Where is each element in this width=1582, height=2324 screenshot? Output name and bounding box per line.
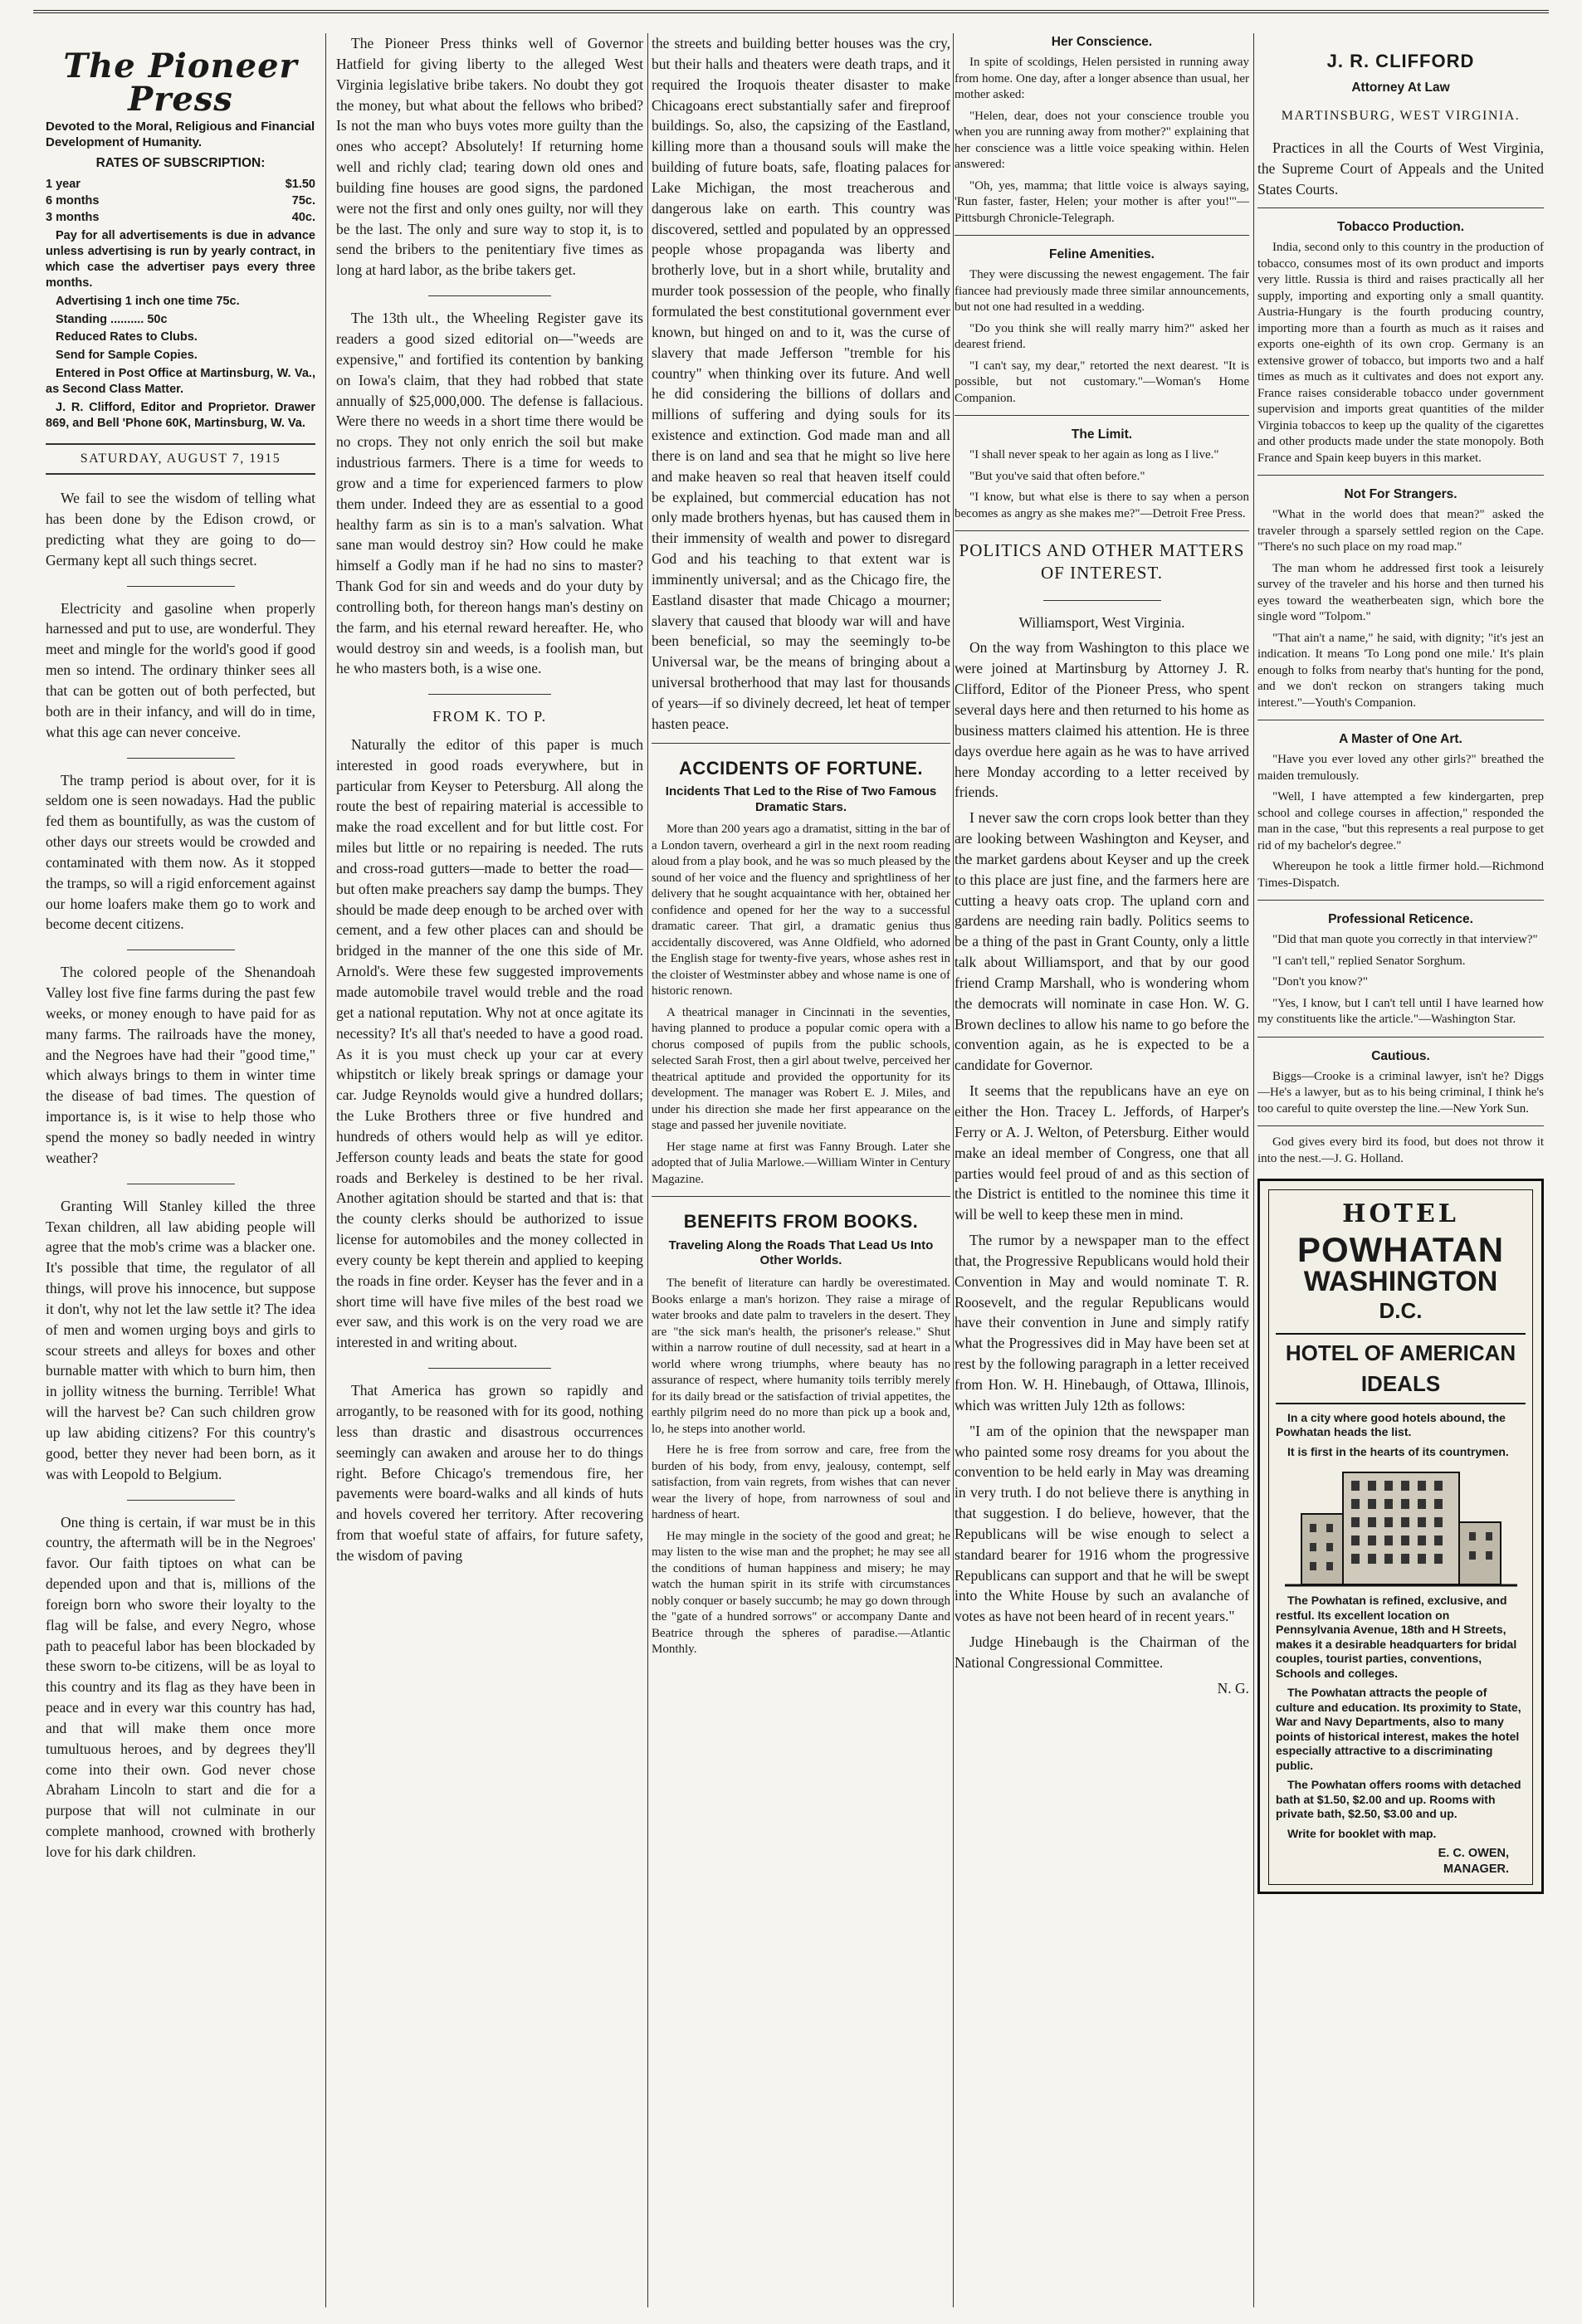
rate-row: 3 months 40c. [46, 211, 315, 225]
editorial-paragraph: Electricity and gasoline when properly harnessed and put to use, are wonderful. They meet and mingle for the world's good if good men so intend. The ordinary thinker sees all that can be gotten out of both perfected, but both are in their infancy, and will do in time, what this age can never conceive. [46, 599, 315, 740]
article-paragraph: He may mingle in the society of the good and great; he may listen to the wise man and the prophet; he may see all the conditions of human happiness and misery; he may watch the human spirit in its strife with circumstances nobly conquer or basely succumb; he may go down through the "gate of a hundred sorrows" or accompany Dante and Beatrice through the spheres of paradise.—Atlantic Monthly. [652, 1529, 950, 1657]
masthead-title: The Pioneer Press [63, 46, 298, 119]
separator [428, 694, 551, 695]
article-paragraph: "I am of the opinion that the newspaper man who painted some rosy dreams for you about the convention to be held early in May was dreaming in very truth. I do not believe there is anything in that suggestion. I do believe, however, that the Republicans will be wise enough to select a standard bearer for 1916 whom the progressive Republicans can support and that he will be swept into the White House by such an avalanche of votes as have not been heard of in recent years." [955, 1422, 1249, 1625]
article-paragraph: A theatrical manager in Cincinnati in the seventies, having planned to produce a popular comic opera with a chorus composed of pupils from the public schools, selected Sarah Frost, then a girl about twelve, perceived her theatrical aptitude and provided the opportunity for its development. The manager was Robert E. J. Miles, and under his direction she made her first appearance on the stage and passed her juvenile novitiate. [652, 1005, 950, 1133]
ad-text: Write for booklet with map. [1287, 1826, 1437, 1840]
column-1 [46, 33, 315, 2307]
article-paragraph: "Have you ever loved any other girls?" breathed the maiden tremulously. [1257, 753, 1544, 783]
ad-hotel-word: HOTEL [1342, 1199, 1459, 1229]
editorial-paragraph: the streets and building better houses was the cry, but their halls and theaters were death traps, and it required the Iroquois theater disaster to make Chicagoans erect substantially safer and fireproof buildings. So, also, the capsizing of the Eastland, killing more than a thousand souls will make the building of future boats, safe, floating palaces for Lake Michigan, the most treacherous and dangerous lake on earth. This country was discovered, settled and populated by an oppressed people whose propaganda was liberty and brotherly love, but in a short while, brutality and murder took possession of the people, who finally formulated the best constitutional government ever known, but hinged on and to it, was the curse of slavery that made Jefferson "tremble for his country" when thinking over its future. And well he did considering the billions of dollars and millions of suffering and dying souls for its existence and extinction. God made man and all there is on land and sea that he might so live here and make heaven so real that heaven itself could be explained, but commercial education has not only made brothers hyenas, but has caused them in their immensity of wealth and power to disregard God and his teaching to that extent war is imminently universal; and as the Chicago fire, the Eastland disaster that made Chicago a mourner; slavery that caused that bloody war will and have been beneficial, so may the seemingly to-be Universal war, be the means of bringing about a universal brotherhood that may last for thousands of years—if so divinely decreed, let heat of temper hasten peace. [652, 35, 950, 732]
editorial-paragraph: The 13th ult., the Wheeling Register gave its readers a good sized editorial on—"weeds are expensive," and fortified its contention by banking on Iowa's claim, that they had robbed that state annually of $25,000,000. The defense is fallacious. Were there no weeds in a short time there would be no crops. They not only enrich the soil but make industrious farmers. There is a time for weeds to grow and a time for experienced farmers to plow them under. Indeed they are as essential to a good healthy farm as sin is to a man's salvation. What sane man would destroy sin? How could he make himself a Godly man if he had no sins to master? Thank God for sin and weeds and do your duty by controlling both, for thereon hangs man's destiny on the farm, and his eternal reward hereafter. He, who would destroy sin and weeds, is a foolish man, but he who masters both, is a wise one. [336, 310, 643, 677]
separator [1043, 600, 1161, 601]
article-paragraph: "Helen, dear, does not your conscience trouble you when you are running away from mother?" explaining that her conscience was a little voice speaking within. Helen answered: [955, 109, 1249, 171]
separator [652, 1196, 950, 1197]
article-paragraph: "Well, I have attempted a few kindergarten, prep school and college courses in affection," responded the man in the case, "but this represents a real purpose to get rid of my bachelor's degree." [1257, 790, 1544, 852]
article-paragraph: "What in the world does that mean?" asked the traveler through a sparsely settled region on the Cape. "There's no such place on my road map." [1257, 508, 1544, 554]
article-heading: POLITICS AND OTHER MATTERS OF INTEREST. [959, 540, 1245, 583]
article-paragraph: Whereupon he took a little firmer hold.—Richmond Times-Dispatch. [1257, 860, 1544, 890]
separator [127, 1500, 235, 1501]
ad-text: The Powhatan is refined, exclusive, and restful. Its excellent location on Pennsylvania Avenue, 18th and H Streets, makes it a desirable headquarters for bridal couples, tourist parties, conventions, Schools and colleges. [1276, 1594, 1517, 1680]
separator [1257, 475, 1544, 476]
ad-signature-name: E. C. OWEN, [1438, 1847, 1509, 1861]
article-paragraph: Biggs—Crooke is a criminal lawyer, isn't he? Diggs—He's a lawyer, but as to his being criminal, I think he's too careful to quite overstep the line.—New York Sun. [1257, 1069, 1544, 1116]
column-rule [647, 33, 648, 2307]
ad-frame [1268, 1189, 1533, 1885]
article-subheading: Incidents That Led to the Rise of Two Famous Dramatic Stars. [665, 784, 937, 814]
article-paragraph: "I shall never speak to her again as long as I live." [969, 448, 1219, 461]
dateline: Williamsport, West Virginia. [1018, 613, 1185, 631]
editorial-paragraph: The colored people of the Shenandoah Valley lost five fine farms during the past few weeks, or money enough to have paid for as many farms. The railroads have the money, and the Negroes have had their "good time," which always brings to them in winter time the disease of bad times. The question of importance is, is it wise to help those who spend the money so badly needed in wintry weather? [46, 964, 315, 1166]
editorial-paragraph: Granting Will Stanley killed the three Texan children, all law abiding people will agree that the mob's crime was a blacker one. It's possible that time, the regulator of all things, will prove his innocence, but suppose it don't, why not let the law settle it? The idea of men and women urging boys and girls to scour streets and alleys for boxes and other burnable matter with which to burn him, then in jollity witness the burning. Terrible! What will the harvest be? Can such children grow up law abiding citizens? For this country's good, better they never had been born, as it was with Leopold to Belgium. [46, 1197, 315, 1482]
article-paragraph: I never saw the corn crops look better than they are looking between Washington and Keyser, and the market gardens about Keyser and up the creek to this place are just fine, and the farmers here are cutting a heavy oats crop. The upland corn and gardens are needing rain badly. Politics seems to be a thing of the past in Grant County, only a little talk about Williamsport, and that by our good friend Cramp Marshall, who is wondering whom the democrats will nominate in case Hon. W. G. Brown declines to allow his name to go before the convention again, as he is expected to be a candidate for Governor. [955, 809, 1249, 1074]
ad-text: The Powhatan offers rooms with detached bath at $1.50, $2.00 and up. Rooms with private bath, $2.50, $3.00 and up. [1276, 1778, 1521, 1821]
separator [127, 586, 235, 587]
article-paragraph: "Yes, I know, but I can't tell until I have learned how my constituents like the article."—Washington Star. [1257, 996, 1544, 1027]
masthead-note: Advertising 1 inch one time 75c. [56, 294, 240, 308]
separator [652, 743, 950, 744]
article-paragraph: "Did that man quote you correctly in that interview?" [1272, 933, 1538, 947]
column-rule [325, 33, 326, 2307]
hotel-building-icon [1285, 1464, 1517, 1589]
separator [428, 295, 551, 296]
article-paragraph: The rumor by a newspaper man to the effect that, the Progressive Republicans would hold their Convention in May and would nominate T. R. Roosevelt, and the regular Republicans would have their convention in June and simply ratify what the Progressives did in May have been set at rest by the following paragraph in a letter received from Hon. W. H. Hinebaugh, of Ottawa, Illinois, which was written July 12th as follows: [955, 1232, 1249, 1413]
editorial-paragraph: The Pioneer Press thinks well of Governor Hatfield for giving liberty to the alleged West Virginia legislative bribe takers. No doubt they got the money, but what about the fellows who bribed? Is not the man who buys votes more guilty than the ones who accept? Absolutely! If returning home well and richly clad; tearing down old ones and building fine houses are good signs, the pardoned were not the first and only ones guilty, nor will they be the last. The only and sure way to stop it, is to send the bribers to the penitentiary five times as long at hard labor, as the bribe takers get. [336, 35, 643, 279]
rate-row: 1 year $1.50 [46, 177, 315, 191]
separator [955, 235, 1249, 236]
article-paragraph: "I can't say, my dear," retorted the next dearest. "It is possible, but not customary."—Woman's Home Companion. [955, 359, 1249, 405]
separator [1257, 1037, 1544, 1038]
article-paragraph: The man whom he addressed first took a leisurely survey of the traveler and his horse and then turned his eyes toward the weatherbeaten sign, which bore the single word "Tolpom." [1257, 561, 1544, 624]
masthead-note: Reduced Rates to Clubs. [56, 330, 198, 344]
masthead-note: Pay for all advertisements is due in advance unless advertising is run by yearly contract, in which case the advertiser pays every three months. [46, 229, 315, 290]
ad-signature-title: MANAGER. [1443, 1863, 1509, 1877]
column-4 [955, 33, 1249, 2307]
rates-heading: RATES OF SUBSCRIPTION: [95, 155, 266, 170]
masthead-note: J. R. Clifford, Editor and Proprietor. Drawer 869, and Bell 'Phone 60K, Martinsburg, W. Va. [46, 400, 315, 430]
separator [1257, 900, 1544, 901]
article-paragraph: It seems that the republicans have an eye on either the Hon. Tracey L. Jeffords, of Harper's Ferry or A. J. Welton, of Petersburg. Either would make an ideal member of Congress, one that all parties would feel proud of and as this section of the District is entitled to the nominee this time it will be well to keep these men in mind. [955, 1082, 1249, 1223]
article-heading: Not For Strangers. [1344, 487, 1457, 502]
article-heading: The Limit. [1071, 427, 1133, 442]
column-5 [1257, 33, 1544, 2307]
article-heading: BENEFITS FROM BOOKS. [683, 1211, 919, 1233]
article-paragraph: India, second only to this country in the production of tobacco, consumes most of its own product and imports very little. Russia is third and raises practically all her supply, importing and exporting only a small quantity. Austria-Hungary is the fourth producing country, importing more than a fourth as much as it raises and exports one-eighth of its own crop. Germany is an extensive grower of tobacco, but imports two and a half times as much as it cultivates and does not export any. France raises considerable tobacco under government supervision and imports great quantities of the milder Virginia tobaccos to keep up the quality of the cigarettes and other products made under the state monopoly. Both France and Spain keep buyers in this market. [1257, 241, 1544, 465]
ad-text: The Powhatan attracts the people of culture and education. Its proximity to State, War and Navy Departments, also to many points of historical interest, makes the hotel especially attractive to a discriminating public. [1276, 1686, 1521, 1772]
article-subheading: Traveling Along the Roads That Lead Us Into Other Worlds. [668, 1238, 934, 1268]
business-card-title: Attorney At Law [1351, 81, 1450, 95]
column-2 [336, 33, 643, 2307]
ad-hotel-name: POWHATAN [1296, 1230, 1505, 1270]
top-rule [33, 10, 1549, 13]
ad-text: It is first in the hearts of its countrymen. [1287, 1444, 1509, 1458]
article-heading: ACCIDENTS OF FORTUNE. [678, 757, 924, 779]
article-paragraph: "That ain't a name," he said, with dignity; "it's jest an indication. It means 'To Long pond one mile.' It's plain enough to folks from nearby that's hunting for the pond, and we don't reckon on strangers taking much interest."—Youth's Companion. [1257, 631, 1544, 710]
business-card-town: MARTINSBURG, WEST VIRGINIA. [1281, 109, 1521, 124]
ad-text: In a city where good hotels abound, the Powhatan heads the list. [1276, 1410, 1506, 1439]
hotel-advertisement [1257, 1179, 1544, 1894]
business-card-text: Practices in all the Courts of West Virginia, the Supreme Court of Appeals and the United States Courts. [1257, 139, 1544, 198]
article-paragraph: "Oh, yes, mamma; that little voice is always saying, 'Run faster, faster, Helen; your mother is after you!'"—Pittsburgh Chronicle-Telegraph. [955, 178, 1249, 225]
article-paragraph: "But you've said that often before." [969, 469, 1145, 483]
article-paragraph: Naturally the editor of this paper is much interested in good roads everywhere, but in particular from Keyser to Petersburg. All along the route the best of repairing material is accessible to make the road excellent and for but little cost. For miles but little or no repairing is needed. The ruts and cross-road gutters—made to better the road—but often make preachers say damp the bumps. They should be made deep enough to be arched over with cement, and a few other places can and should be bridged in the manner of the one this side of Mr. Arnold's. Were these few suggested improvements made automobile travel would treble and the road get a national reputation. Why not at once agitate its necessity? It's all that's needed to have a good road. As it is you must check up your car at every whipstitch or likely break springs or damage your car. Judge Reynolds would give a hundred dollars; the Luke Brothers three or five hundred and hundreds of others would help as will ye editor. Jefferson county leads and beats the state for good roads and Berkeley is destined to be her rival. Another agitation should be started and that is: that the county clerks should be authorized to issue license for automobiles and the money collected in every county be kept therein and applied to keeping the roads in fine order. Keyser has the fever and in a short time will have five miles of the best road we ever saw, and this work is on the very road we are interested in and writing about. [336, 735, 643, 1351]
ad-motto: HOTEL OF AMERICAN IDEALS [1276, 1333, 1526, 1404]
separator [428, 1368, 551, 1369]
issue-date: SATURDAY, AUGUST 7, 1915 [46, 443, 315, 476]
separator [955, 530, 1249, 531]
article-paragraph: "I can't tell," replied Senator Sorghum. [1272, 954, 1466, 968]
article-paragraph: "I know, but what else is there to say when a person becomes as angry as she makes me?"—Detroit Free Press. [955, 491, 1249, 520]
masthead-note: Standing .......... 50c [56, 312, 168, 326]
column-3 [652, 33, 950, 2307]
editorial-paragraph: We fail to see the wisdom of telling what has been done by the Edison crowd, or predicting what they are going to do—Germany kept all such things secret. [46, 490, 315, 569]
article-heading: Professional Reticence. [1328, 912, 1473, 927]
separator [127, 758, 235, 759]
article-heading: FROM K. TO P. [432, 708, 547, 725]
article-heading: Feline Amenities. [1049, 247, 1155, 261]
article-paragraph: Here he is free from sorrow and care, free from the burden of his body, from envy, jealousy, contempt, self satisfaction, from vain regrets, from wishes that can never wear the livery of hope, from narrowness of soul and hardness of heart. [652, 1443, 950, 1522]
article-heading: A Master of One Art. [1339, 732, 1462, 747]
rate-row: 6 months 75c. [46, 193, 315, 208]
business-card-name: J. R. CLIFFORD [1326, 51, 1475, 71]
article-heading: Tobacco Production. [1337, 220, 1464, 235]
article-paragraph: Her stage name at first was Fanny Brough. Later she adopted that of Julia Marlowe.—William Winter in Century Magazine. [652, 1140, 950, 1186]
ad-dc: D.C. [1379, 1298, 1423, 1324]
editorial-paragraph: One thing is certain, if war must be in this country, the aftermath will be in the Negroes' favor. Our faith tiptoes on what can be depended upon and that is, millions of the foreign born who swore their loyalty to the flag will be false, and every Negro, whose path to peaceful labor has been blockaded by these sworn to-be citizens, will be as loyal to this country and its flag as they have been in peace and in every war this country has had, and that will make them once more tumultuous heroes, and by degrees they'll come into their own. God never chose Abraham Lincoln to start and die for a purpose that will not culminate in our complete manhood, crowned with brotherly love for his dark children. [46, 1513, 315, 1861]
masthead-note: Entered in Post Office at Martinsburg, W. Va., as Second Class Matter. [46, 367, 315, 396]
article-paragraph: They were discussing the newest engagement. The fair fiancee had previously made three similar announcements, but not one had resulted in a wedding. [955, 268, 1249, 314]
ad-city: WASHINGTON [1303, 1266, 1498, 1298]
separator [1257, 1125, 1544, 1126]
article-paragraph: The benefit of literature can hardly be overestimated. Books enlarge a man's horizon. They raise a mirage of water brooks and date palm to travelers in the desert. They are "the sick man's health, the prisoner's release." Shut within a narrow routine of dull necessity, sad at heart in a world where wrong triumphs, where beauty has no assurance of respect, where humanity toils terribly merely for its daily bread or the satisfaction of trivial appetites, the earthly pilgrim need do no more than pick up a book and, lo, he steps into another world. [652, 1277, 950, 1436]
masthead-note: Send for Sample Copies. [56, 349, 198, 363]
column-rule [953, 33, 954, 2307]
article-paragraph: Judge Hinebaugh is the Chairman of the National Congressional Committee. [955, 1633, 1249, 1671]
article-paragraph: "Do you think she will really marry him?" asked her dearest friend. [955, 321, 1249, 351]
article-heading: Cautious. [1371, 1048, 1430, 1063]
article-paragraph: In spite of scoldings, Helen persisted in running away from home. One day, after a longer absence than usual, her mother asked: [955, 56, 1249, 101]
separator [955, 415, 1249, 416]
article-paragraph: More than 200 years ago a dramatist, sitting in the bar of a London tavern, overheard a girl in the next room reading aloud from a play book, and he was so much pleased by the sound of her voice and the fluency and sprightliness of her delivery that he sought acquaintance with her, obtained her confidence and opened for her the way to a successful dramatic career. That girl, a dramatic genius thus accidentally discovered, was Anne Oldfield, who adorned the English stage for twenty-five years, whose ashes rest in the cloister of Westminster abbey and whose name is one of historic renown. [652, 823, 950, 998]
masthead-subtitle: Devoted to the Moral, Religious and Financial Development of Humanity. [46, 120, 315, 149]
editorial-paragraph: That America has grown so rapidly and arrogantly, to be reasoned with for its good, nothing less than drastic and disastrous occurrences seemingly can awaken and arouse her to do things right. Before Chicago's tremendous fire, her pavements were board-walks and all kinds of huts and hovels covered her territory. After recovering from that woeful state of affairs, for future safety, the wisdom of paving [336, 1382, 643, 1564]
article-heading: Her Conscience. [1051, 35, 1153, 49]
column-rule [1253, 33, 1254, 2307]
article-paragraph: "Don't you know?" [1272, 975, 1368, 989]
article-paragraph: On the way from Washington to this place we were joined at Martinsburg by Attorney J. R. Clifford, Editor of the Pioneer Press, who spent several days here and then returned to his home as business matters claimed his attention. He is three days overdue here again as he was to have arrived here Monday according to a letter received by friends. [955, 639, 1249, 801]
editorial-paragraph: The tramp period is about over, for it is seldom one is seen nowadays. Had the public fed them as bountifully, as was the custom of other days our streets would be crowded and contaminated with them now. As it stopped the tramps, so will a rigid enforcement against our home loafers make them go to work and become decent citizens. [46, 771, 315, 933]
quotation: God gives every bird its food, but does not throw it into the nest.—J. G. Holland. [1257, 1135, 1544, 1165]
article-signature: N. G. [1217, 1679, 1249, 1697]
